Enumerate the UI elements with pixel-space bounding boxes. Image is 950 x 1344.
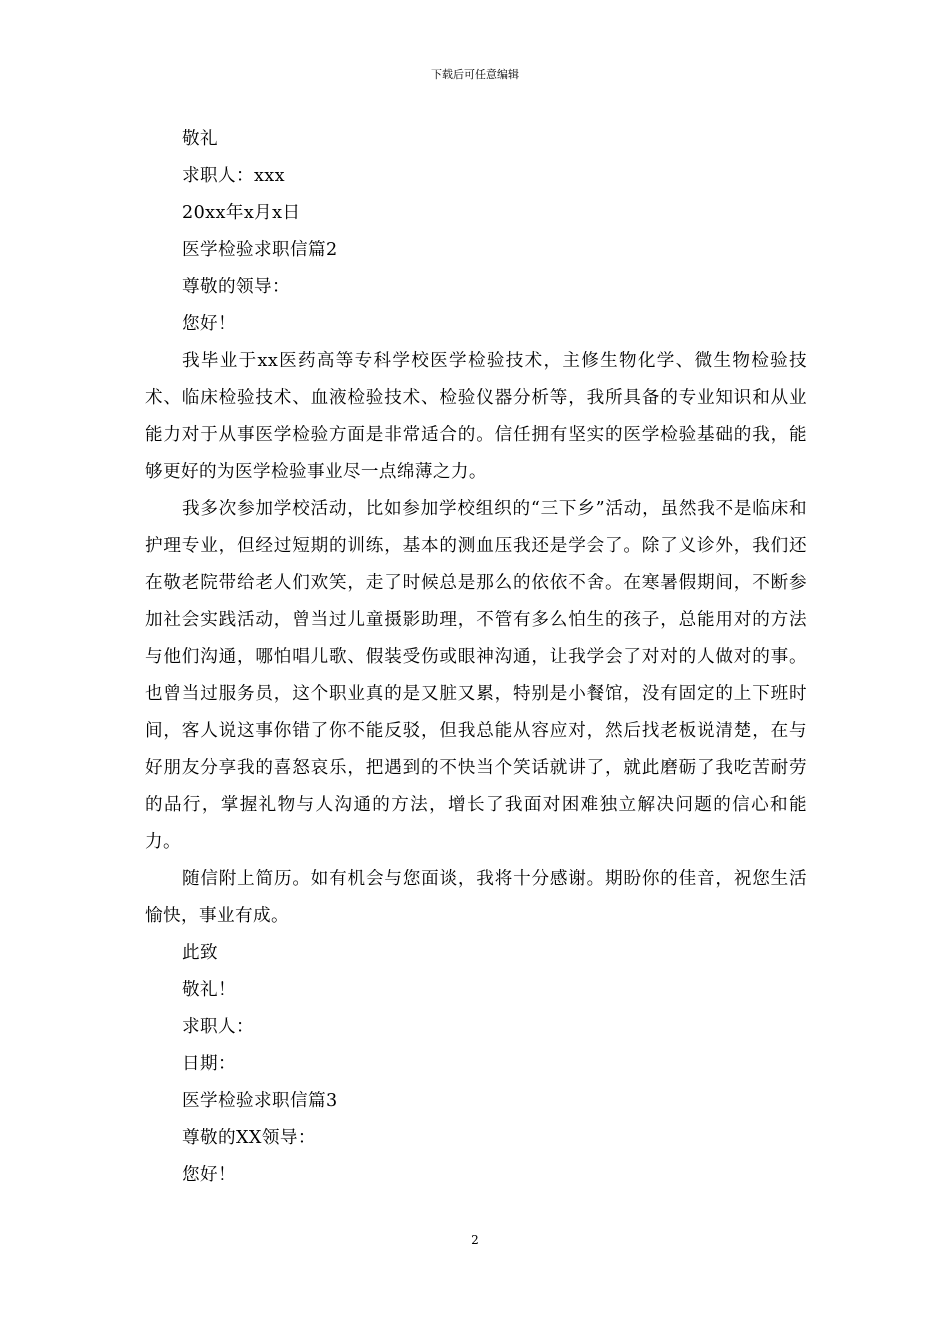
page-header-note: 下载后可任意编辑 [431, 68, 519, 81]
closing-line: 此致 [182, 943, 218, 963]
applicant-line: 求职人：xxx [182, 166, 285, 186]
closing-salute: 敬礼 [182, 129, 218, 149]
body-paragraph-3: 随信附上简历。如有机会与您面谈，我将十分感谢。期盼你的佳音，祝您生活愉快，事业有成。 [145, 869, 807, 926]
page-number: 2 [471, 1233, 479, 1247]
section-title-2: 医学检验求职信篇2 [182, 240, 338, 260]
closing-salute-2: 敬礼！ [182, 980, 236, 1000]
body-paragraph-1: 我毕业于xx医药高等专科学校医学检验技术，主修生物化学、微生物检验技术、临床检验技术、血液检验技术、检验仪器分析等，我所具备的专业知识和从业能力对于从事医学检验方面是非常适合的。信任拥有坚实的医学检验基础的我，能够更好的为医学检验事业尽一点绵薄之力。 [145, 351, 807, 482]
greeting-line-3: 尊敬的XX领导： [182, 1128, 316, 1148]
date-line-2: 日期： [182, 1054, 236, 1074]
applicant-line-2: 求职人： [182, 1017, 254, 1037]
body-paragraph-2: 我多次参加学校活动，比如参加学校组织的“三下乡”活动，虽然我不是临床和护理专业，但经过短期的训练，基本的测血压我还是学会了。除了义诊外，我们还在敬老院带给老人们欢笑，走了时候总是那么的依依不舍。在寒暑假期间，不断参加社会实践活动，曾当过儿童摄影助理，不管有多么怕生的孩子，总能用对的方法与他们沟通，哪怕唱儿歌、假装受伤或眼神沟通，让我学会了对对的人做对的事。也曾当过服务员，这个职业真的是又脏又累，特别是小餐馆，没有固定的上下班时间，客人说这事你错了你不能反驳，但我总能从容应对，然后找老板说清楚，在与好朋友分享我的喜怒哀乐，把遇到的不快当个笑话就讲了，就此磨砺了我吃苦耐劳的品行，掌握礼物与人沟通的方法，增长了我面对困难独立解决问题的信心和能力。 [145, 499, 807, 852]
section-title-3: 医学检验求职信篇3 [182, 1091, 338, 1111]
date-line: 20xx年x月x日 [182, 203, 301, 223]
hello-line: 您好！ [182, 314, 236, 334]
document-body [145, 121, 807, 1194]
hello-line-3: 您好！ [182, 1165, 236, 1185]
greeting-line: 尊敬的领导： [182, 277, 290, 297]
